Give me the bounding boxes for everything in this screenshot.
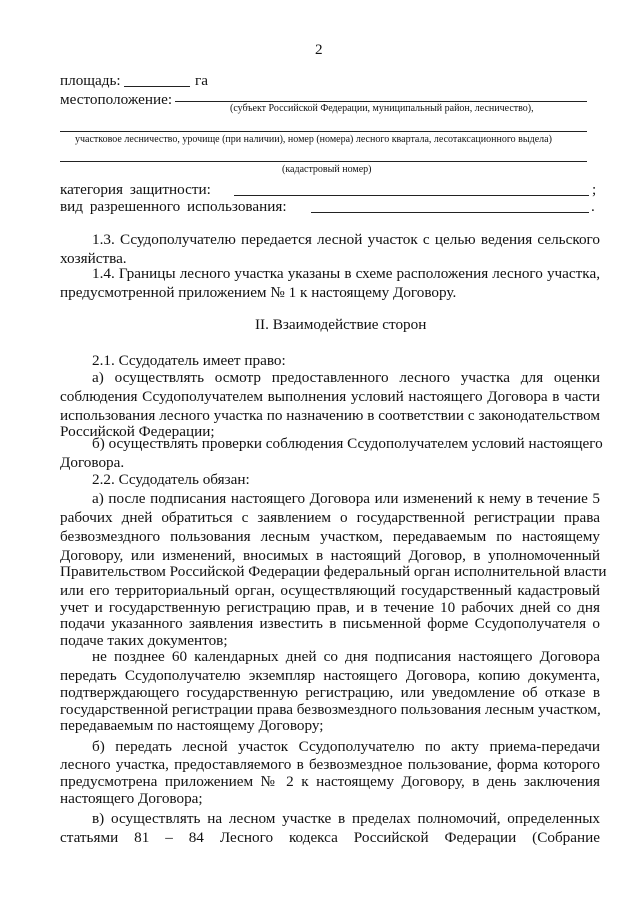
p22b-line-3: предусмотрена приложением № 2 к настоящему Договору, в день заключения [60,773,600,790]
p22a-line-1: а) после подписания настоящего Договора или изменений к нему в течение 5 [92,490,600,507]
location-hint-1: (субъект Российской Федерации, муниципальный район, лесничество), [230,103,534,114]
p13-line-1: 1.3. Ссудополучателю передается лесной участок с целью ведения сельского [92,231,600,248]
use-label: вид разрешенного использования: [60,198,287,215]
p22c-line-1: в) осуществлять на лесном участке в пределах полномочий, определенных [92,810,600,827]
p21-title: 2.1. Ссудодатель имеет право: [92,352,286,369]
category-end: ; [592,181,597,198]
p22a-line-8: подачи указанного заявления известить в письменной форме Ссудополучателя о [60,615,600,632]
p21a-line-3: использования лесного участка по назначению в соответствии с законодательством [60,407,600,424]
location-hint-2: участковое лесничество, урочище (при наличии), номер (номера) лесного квартала, лесотаксационного выдела) [75,134,552,145]
p22b-line-2: лесного участка, предоставляемого в безвозмездное пользование, форма которого [60,756,600,773]
p21b-line-1: б) осуществлять проверки соблюдения Ссудополучателем условий настоящего [92,435,603,452]
p22a2-line-5: передаваемым по настоящему Договору; [60,717,324,734]
p22a-line-6: или его территориальный орган, осуществляющий государственный кадастровый [60,582,600,599]
p21b-line-2: Договора. [60,454,125,471]
page-number: 2 [315,41,323,58]
area-underline [124,86,190,87]
p22b-line-1: б) передать лесной участок Ссудополучателю по акту приема-передачи [92,738,600,755]
area-label: площадь: [60,72,121,89]
p22a-line-5: Правительством Российской Федерации федеральный орган исполнительной власти [60,563,607,580]
p22a-line-2: рабочих дней обратиться с заявлением о государственной регистрации права [60,509,600,526]
p22a-line-3: безвозмездного пользования лесным участком, передаваемым по настоящему [60,528,600,545]
p13-line-2: хозяйства. [60,250,127,267]
location-line-3 [60,161,587,162]
p22a-line-9: подаче таких документов; [60,632,228,649]
p22a-line-7: учет и государственную регистрацию прав, и в течение 10 рабочих дней со дня [60,599,600,616]
section-title: II. Взаимодействие сторон [255,316,427,333]
location-underline [175,101,587,102]
p21a-line-1: а) осуществлять осмотр предоставленного лесного участка для оценки [92,369,600,386]
use-underline [311,212,589,213]
category-label: категория защитности: [60,181,211,198]
p21a-line-4: Российской Федерации; [60,423,215,440]
p21a-line-2: соблюдения Ссудополучателем выполнения условий настоящего Договора в части [60,388,600,405]
p14-line-2: предусмотренной приложением № 1 к настоящему Договору. [60,284,457,301]
p22a2-line-1: не позднее 60 календарных дней со дня подписания настоящего Договора [92,648,600,665]
location-line-2 [60,131,587,132]
p22a-line-4: Договору, или изменений, вносимых в настоящий Договор, в уполномоченный [60,547,600,564]
area-unit: га [195,72,208,89]
location-label: местоположение: [60,91,173,108]
p22a2-line-4: государственной регистрации права безвозмездного пользования лесным участком, [60,701,601,718]
p14-line-1: 1.4. Границы лесного участка указаны в схеме расположения лесного участка, [92,265,600,282]
category-underline [234,195,589,196]
use-end: . [591,198,595,215]
p22b-line-4: настоящего Договора; [60,790,203,807]
p22a2-line-2: передать Ссудополучателю экземпляр настоящего Договора, копию документа, [60,667,600,684]
p22a2-line-3: подтверждающего государственную регистрацию, или уведомление об отказе в [60,684,600,701]
p22-title: 2.2. Ссудодатель обязан: [92,471,250,488]
cadastral-hint: (кадастровый номер) [282,164,372,175]
p22c-line-2: статьями 81 – 84 Лесного кодекса Российской Федерации (Собрание [60,829,600,846]
